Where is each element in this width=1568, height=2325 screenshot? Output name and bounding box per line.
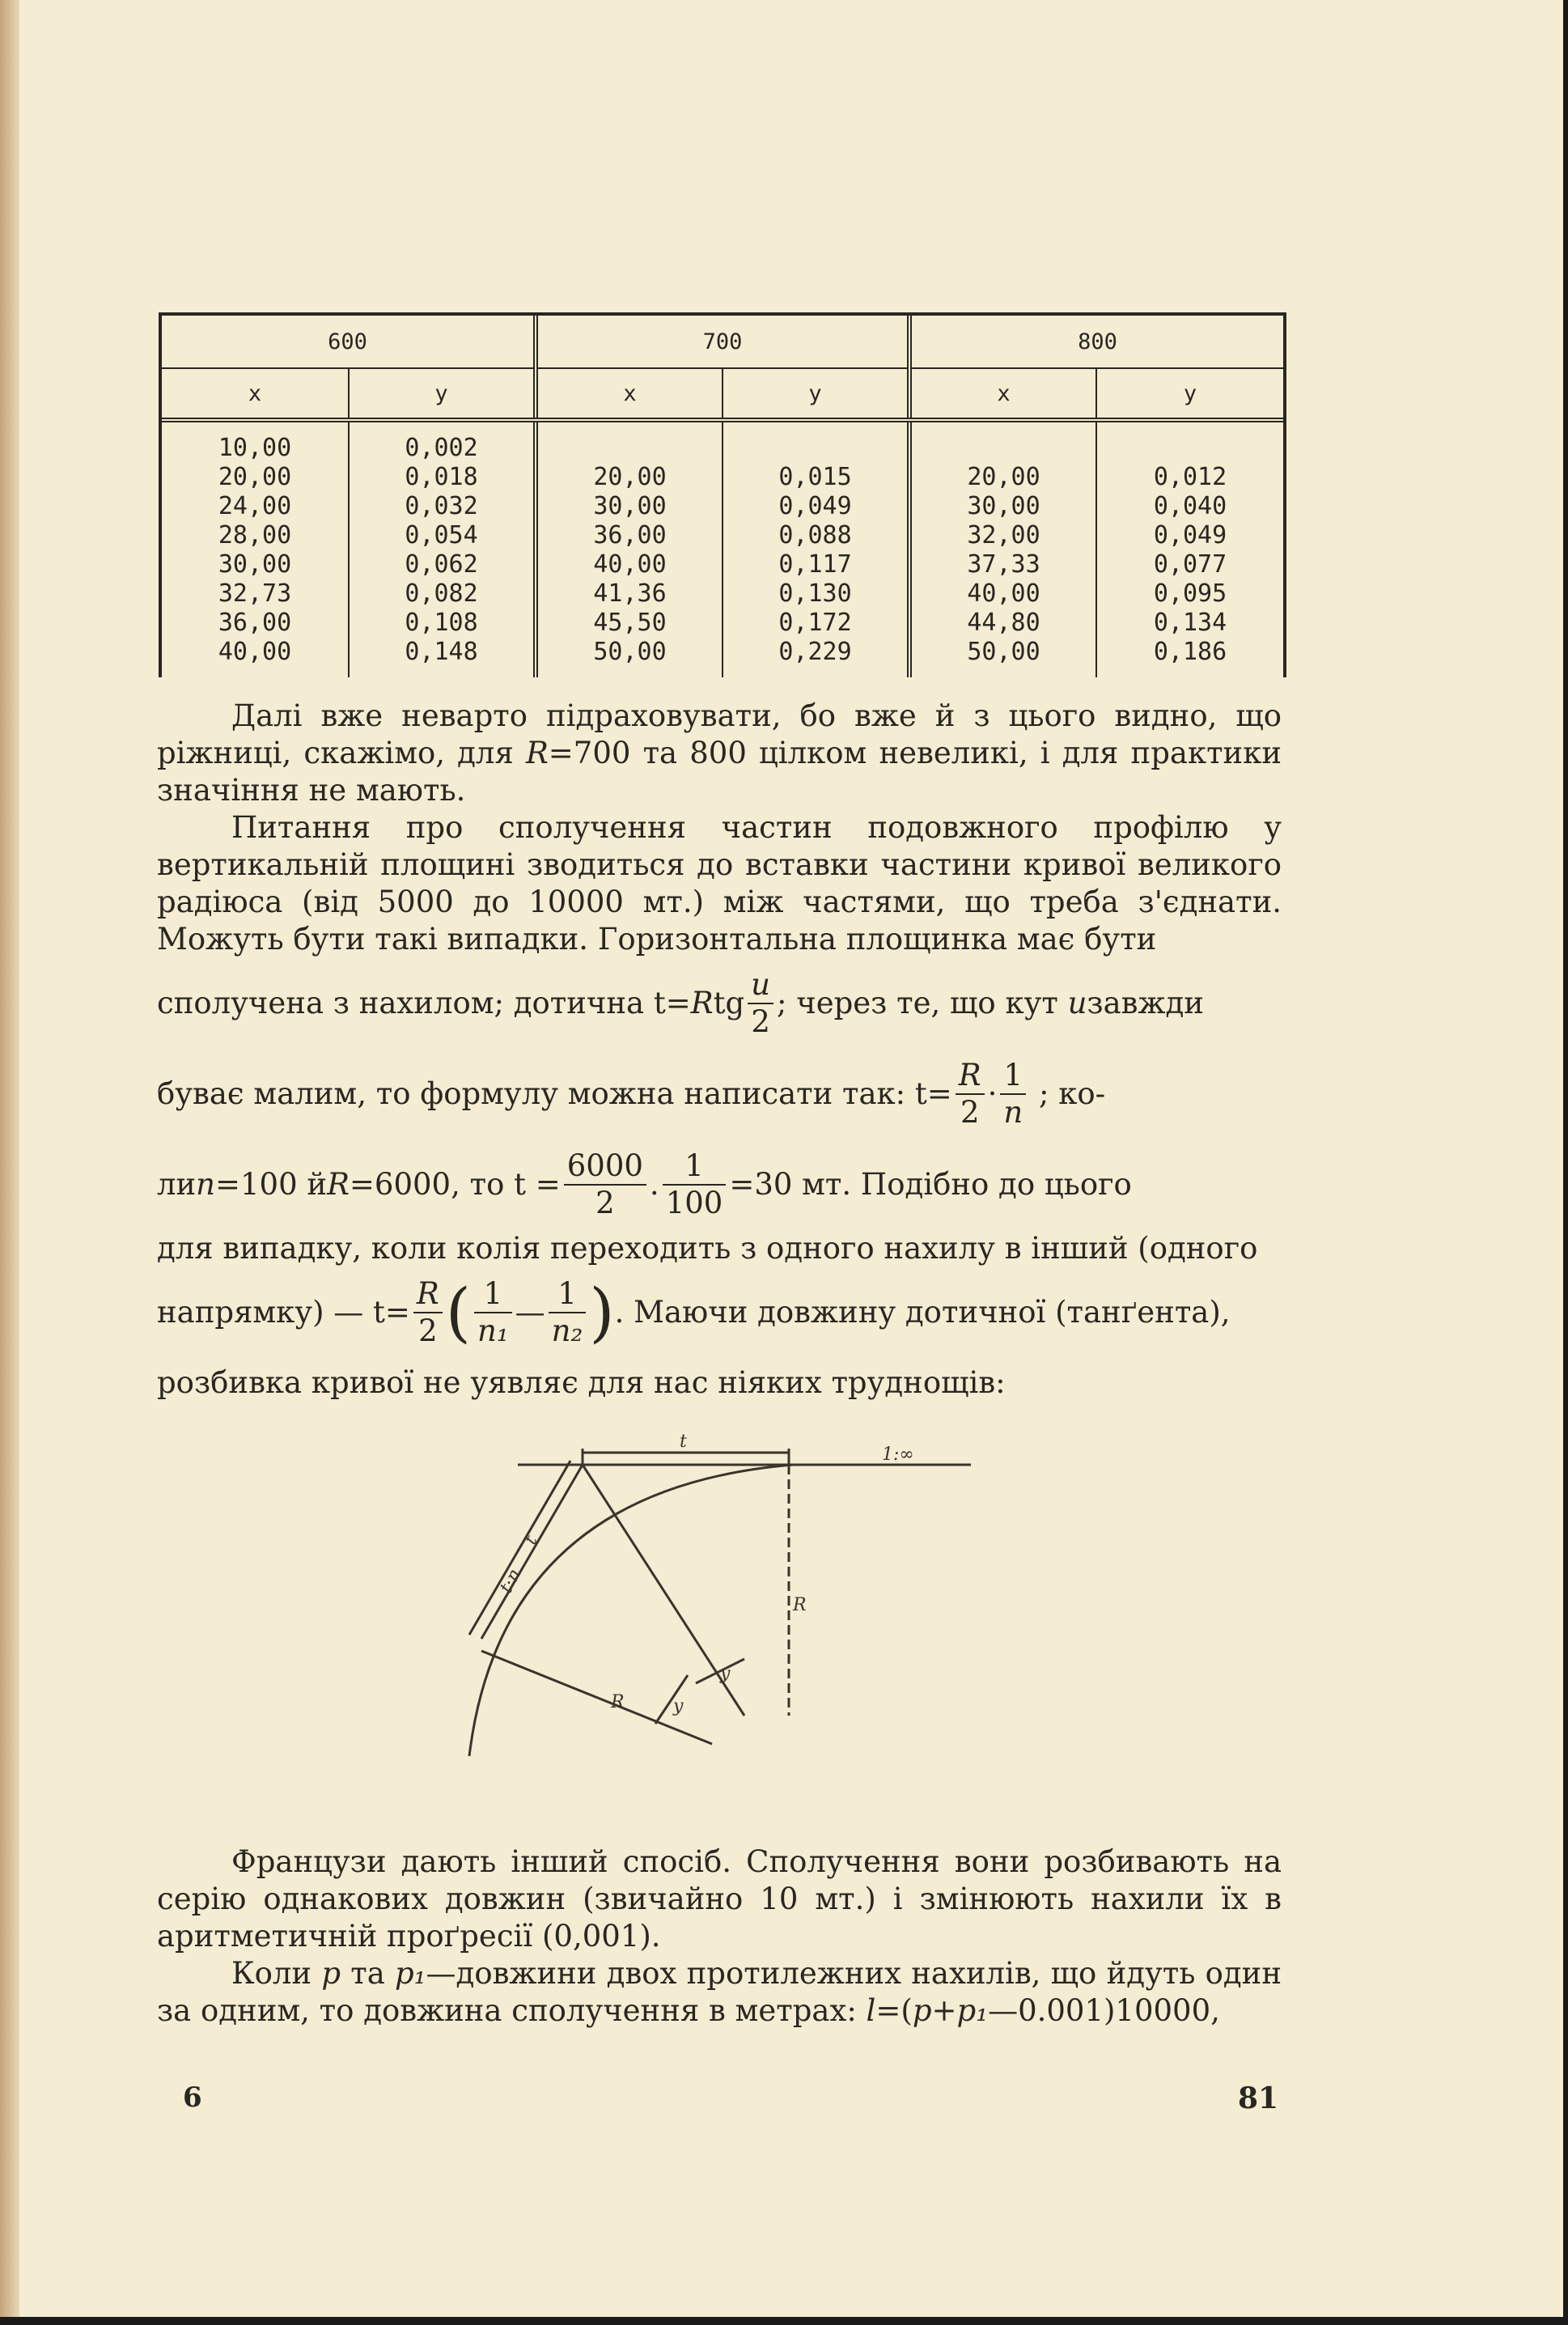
fraction-numerator: 1 bbox=[1000, 1058, 1026, 1095]
col-header-y: y bbox=[349, 368, 536, 420]
math-p1: p₁ bbox=[956, 1993, 989, 2028]
fraction-denominator: 2 bbox=[418, 1313, 438, 1348]
table-cell-value: 24,00 bbox=[218, 492, 292, 520]
label-t-side: t bbox=[520, 1532, 542, 1548]
fraction-numerator: 1 bbox=[663, 1148, 727, 1186]
table-cell-value: 0,018 bbox=[405, 463, 478, 491]
text-run: ; через те, що кут bbox=[777, 986, 1058, 1020]
table-cell-value: 50,00 bbox=[967, 638, 1040, 666]
text-run: ; ко- bbox=[1039, 1076, 1106, 1111]
formula-line-simplified bbox=[157, 1049, 1282, 1139]
page-number: 81 bbox=[1238, 2081, 1279, 2115]
table-cell-value: 40,00 bbox=[593, 550, 667, 579]
formula-line-two-grades bbox=[157, 1267, 1282, 1358]
text-run: =30 мт. Подібно до цього bbox=[729, 1167, 1132, 1202]
table-cell-value: 0,015 bbox=[778, 463, 852, 491]
label-R: R bbox=[793, 1595, 807, 1615]
left-paren: ( bbox=[445, 1275, 471, 1350]
page-edge-bottom bbox=[0, 2317, 1568, 2325]
group-header-800: 800 bbox=[909, 316, 1283, 368]
fraction-numerator: R bbox=[956, 1058, 985, 1095]
fraction-1-over-n2 bbox=[549, 1276, 587, 1349]
fraction-denominator: 2 bbox=[960, 1095, 980, 1130]
text-run: Коли bbox=[231, 1956, 322, 1991]
table-cell-value: 30,00 bbox=[593, 492, 667, 520]
table-cell-value: 0,040 bbox=[1153, 492, 1227, 520]
col-header-x: x bbox=[162, 368, 349, 420]
text-run: —0.001)10000, bbox=[988, 1993, 1220, 2028]
table-sub-header bbox=[162, 368, 1283, 420]
table-cell-value: 30,00 bbox=[967, 492, 1040, 520]
fraction-R-over-2 bbox=[956, 1058, 985, 1131]
table-cell-value: 10,00 bbox=[218, 434, 292, 462]
table-cell-value: 44,80 bbox=[967, 609, 1040, 637]
table-cell-value: 0,032 bbox=[405, 492, 478, 520]
label-y1: y bbox=[673, 1696, 684, 1716]
table-cell-value: 0,229 bbox=[778, 638, 852, 666]
text-line: для випадку, коли колія переходить з одного нахилу в інший (одного bbox=[157, 1231, 1258, 1266]
col-700-x bbox=[536, 420, 723, 677]
signature-mark: 6 bbox=[183, 2081, 202, 2114]
body-text-lower bbox=[157, 1843, 1282, 2030]
table-cell-value: 28,00 bbox=[218, 521, 292, 549]
math-n: n bbox=[196, 1167, 216, 1202]
text-run: —довжини двох протилежних нахилів, що йдуть один за одним, то довжина сполучення в метрах: bbox=[157, 1956, 1282, 2028]
fraction-6000-over-2 bbox=[564, 1148, 646, 1221]
fraction-denominator: 2 bbox=[595, 1186, 615, 1220]
table-cell-value: 40,00 bbox=[967, 579, 1040, 608]
paragraph-french-method: Французи дають інший спосіб. Сполучення вони розбивають на серію однакових довжин (звичайно 10 мт.) і змінюють нахили їх в аритметичній проґресії (0,001). bbox=[157, 1844, 1282, 1954]
fraction-denominator: 100 bbox=[665, 1186, 723, 1220]
table-cell-value: 0,095 bbox=[1153, 579, 1227, 608]
label-t: t bbox=[680, 1432, 687, 1452]
table-cell-value: 0,002 bbox=[405, 434, 478, 462]
table-cell-value: 41,36 bbox=[593, 579, 667, 608]
table-body-row bbox=[162, 420, 1283, 677]
col-header-y: y bbox=[1096, 368, 1283, 420]
table-cell-value: 0,148 bbox=[405, 638, 478, 666]
paragraph-length-formula bbox=[157, 1955, 1282, 2030]
text-run: =700 та 800 цілком невеликі, і для практики значіння не мають. bbox=[157, 736, 1282, 808]
text-run: — bbox=[515, 1295, 545, 1330]
fraction-R-over-2 bbox=[413, 1276, 443, 1349]
page-edge-right bbox=[1563, 0, 1568, 2325]
table-cell-value: 0,082 bbox=[405, 579, 478, 608]
paragraph-vertical-curve: Питання про сполучення частин подовжного профілю у вертикальній площині зводиться до вставки частини кривої великого радіюса (від 5000 до 10000 мт.) між частями, що треба з'єднати. Можуть бути такі випадки. Горизонтальна площинка має бути bbox=[157, 810, 1282, 957]
fraction-1-over-n bbox=[1000, 1058, 1026, 1131]
col-700-y bbox=[723, 420, 909, 677]
table-cell-value: 0,130 bbox=[778, 579, 852, 608]
fraction-denominator: n bbox=[1003, 1095, 1023, 1130]
table-cell-value: 36,00 bbox=[218, 609, 292, 637]
text-run: завжди bbox=[1087, 986, 1204, 1020]
group-header-600: 600 bbox=[162, 316, 536, 368]
formula-line-tangent bbox=[157, 958, 1282, 1049]
col-header-x: x bbox=[536, 368, 723, 420]
col-header-y: y bbox=[723, 368, 909, 420]
table-cell-value: 20,00 bbox=[593, 463, 667, 491]
table-cell-value: 36,00 bbox=[593, 521, 667, 549]
table-cell-value: 37,33 bbox=[967, 550, 1040, 579]
tangent-incline bbox=[481, 1465, 583, 1639]
text-run: . Маючи довжину дотичної (танґента), bbox=[614, 1295, 1231, 1330]
table-cell-value bbox=[913, 434, 1095, 463]
group-header-700: 700 bbox=[536, 316, 909, 368]
text-run: напрямку) — t= bbox=[157, 1295, 410, 1330]
col-header-x: x bbox=[909, 368, 1096, 420]
col-800-y bbox=[1096, 420, 1283, 677]
formula-line-example bbox=[157, 1139, 1282, 1230]
text-run: сполучена з нахилом; дотична t= bbox=[157, 986, 691, 1020]
table-group-header bbox=[162, 316, 1283, 368]
col-800-x bbox=[909, 420, 1096, 677]
fraction-denominator: n₂ bbox=[551, 1313, 583, 1348]
table-cell-value: 0,088 bbox=[778, 521, 852, 549]
table-cell-value: 0,054 bbox=[405, 521, 478, 549]
table-cell-value bbox=[539, 434, 721, 463]
fraction-numerator: u bbox=[748, 967, 773, 1004]
label-R-lower: R bbox=[611, 1692, 625, 1712]
table-cell-value: 20,00 bbox=[967, 463, 1040, 491]
right-paren: ) bbox=[589, 1275, 615, 1350]
table-cell-value: 45,50 bbox=[593, 609, 667, 637]
text-run: =6000, то t = bbox=[349, 1167, 561, 1202]
fraction-1-over-n1 bbox=[474, 1276, 512, 1349]
text-run: + bbox=[931, 1993, 957, 2028]
body-text bbox=[157, 698, 1282, 1402]
math-u: u bbox=[1067, 986, 1087, 1020]
math-l: l bbox=[866, 1993, 876, 2028]
fraction-u-over-2 bbox=[748, 967, 773, 1040]
table-cell-value: 0,172 bbox=[778, 609, 852, 637]
text-run: . bbox=[649, 1167, 659, 1202]
table-cell-value: 0,117 bbox=[778, 550, 852, 579]
table-cell-value: 0,186 bbox=[1153, 638, 1227, 666]
fraction-numerator: R bbox=[413, 1276, 443, 1313]
text-run: буває малим, то формулу можна написати так: t= bbox=[157, 1076, 952, 1111]
text-run: Далі вже неварто підраховувати, бо вже й з цього видно, що ріжниці, скажімо, для bbox=[157, 698, 1282, 770]
text-run: · bbox=[987, 1076, 998, 1111]
math-p: p bbox=[912, 1993, 932, 2028]
math-p1: p₁ bbox=[395, 1956, 426, 1991]
fraction-denominator: n₁ bbox=[477, 1313, 509, 1348]
dimension-t-incline bbox=[469, 1461, 570, 1635]
table-cell-value: 0,049 bbox=[1153, 521, 1227, 549]
text-run: =100 й bbox=[215, 1167, 328, 1202]
fraction-denominator: 2 bbox=[751, 1004, 770, 1039]
table-cell-value: 20,00 bbox=[218, 463, 292, 491]
label-y2: y bbox=[720, 1664, 731, 1684]
table-cell-value: 0,108 bbox=[405, 609, 478, 637]
table-cell-value: 0,012 bbox=[1153, 463, 1227, 491]
col-600-x bbox=[162, 420, 349, 677]
table-cell-value: 0,062 bbox=[405, 550, 478, 579]
text-run: та bbox=[341, 1956, 395, 1991]
fraction-numerator: 1 bbox=[474, 1276, 512, 1313]
math-R: R bbox=[525, 736, 549, 770]
math-p: p bbox=[321, 1956, 341, 1991]
table-cell-value bbox=[1098, 434, 1282, 463]
fraction-1-over-100 bbox=[663, 1148, 727, 1221]
col-600-y bbox=[349, 420, 536, 677]
math-R: R bbox=[327, 1167, 350, 1202]
text-line: розбивка кривої не уявляє для нас ніяких труднощів: bbox=[157, 1365, 1006, 1400]
page-edge bbox=[0, 0, 19, 2325]
table-cell-value: 40,00 bbox=[218, 638, 292, 666]
label-grade: 1:∞ bbox=[882, 1445, 914, 1465]
table-cell-value: 32,00 bbox=[967, 521, 1040, 549]
paragraph-conclusion bbox=[157, 698, 1282, 809]
text-run: =( bbox=[875, 1993, 913, 2028]
table-cell-value: 50,00 bbox=[593, 638, 667, 666]
table-cell-value: 0,077 bbox=[1153, 550, 1227, 579]
table-cell-value: 30,00 bbox=[218, 550, 292, 579]
table-cell-value: 32,73 bbox=[218, 579, 292, 608]
table-cell-value bbox=[724, 434, 906, 463]
fraction-numerator: 6000 bbox=[564, 1148, 646, 1186]
table-cell-value: 0,049 bbox=[778, 492, 852, 520]
text-run: tg bbox=[713, 986, 745, 1020]
vertical-curve-diagram bbox=[453, 1432, 979, 1772]
math-R: R bbox=[690, 986, 714, 1020]
label-tn: t·n bbox=[496, 1565, 526, 1597]
coordinates-table bbox=[159, 312, 1286, 677]
table-cell-value: 0,134 bbox=[1153, 609, 1227, 637]
text-run: ли bbox=[157, 1167, 197, 1202]
fraction-numerator: 1 bbox=[549, 1276, 587, 1313]
